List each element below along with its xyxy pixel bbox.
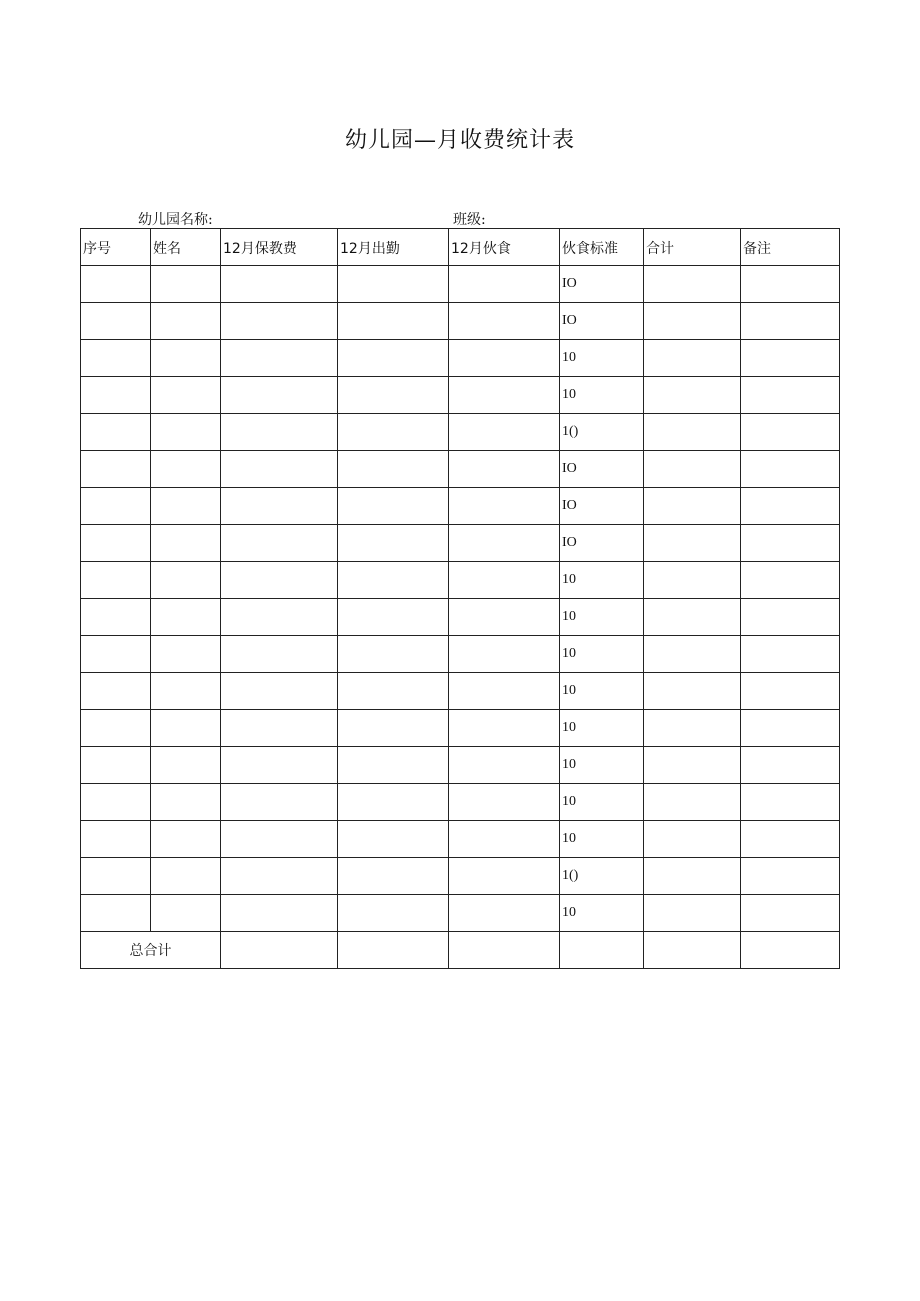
cell-name: [151, 488, 221, 525]
cell-index: [81, 562, 151, 599]
cell-meal-standard: 10: [560, 784, 644, 821]
cell-attendance: [338, 266, 449, 303]
cell-total: [644, 562, 741, 599]
cell-index: [81, 599, 151, 636]
header-attendance: 12月出勤: [338, 229, 449, 266]
cell-index: [81, 636, 151, 673]
cell-meals: [449, 599, 560, 636]
table-row: [81, 821, 840, 858]
total-cell-total: [644, 932, 741, 969]
cell-index: [81, 784, 151, 821]
cell-meal-standard: IO: [560, 266, 644, 303]
cell-remarks: [741, 784, 840, 821]
table-row: [81, 636, 840, 673]
cell-index: [81, 858, 151, 895]
table-row: [81, 488, 840, 525]
cell-attendance: [338, 821, 449, 858]
cell-attendance: [338, 895, 449, 932]
table-row: [81, 377, 840, 414]
cell-remarks: [741, 303, 840, 340]
cell-total: [644, 451, 741, 488]
cell-tuition: [221, 858, 338, 895]
table-row: [81, 673, 840, 710]
document-title: 幼儿园—月收费统计表: [344, 128, 575, 153]
cell-attendance: [338, 636, 449, 673]
cell-index: [81, 710, 151, 747]
cell-tuition: [221, 562, 338, 599]
cell-attendance: [338, 747, 449, 784]
cell-attendance: [338, 525, 449, 562]
cell-tuition: [221, 377, 338, 414]
cell-name: [151, 710, 221, 747]
header-tuition: 12月保教费: [221, 229, 338, 266]
cell-attendance: [338, 599, 449, 636]
cell-total: [644, 784, 741, 821]
table-row: [81, 895, 840, 932]
table-row: [81, 562, 840, 599]
cell-remarks: [741, 821, 840, 858]
cell-remarks: [741, 599, 840, 636]
cell-meal-standard: 10: [560, 821, 644, 858]
header-meal-standard: 伙食标准: [560, 229, 644, 266]
cell-tuition: [221, 710, 338, 747]
cell-meals: [449, 747, 560, 784]
cell-attendance: [338, 488, 449, 525]
cell-name: [151, 525, 221, 562]
header-meals: 12月伙食: [449, 229, 560, 266]
cell-remarks: [741, 340, 840, 377]
table-row: [81, 303, 840, 340]
total-row: [81, 932, 840, 969]
table-header-row: [81, 229, 840, 266]
cell-attendance: [338, 377, 449, 414]
cell-name: [151, 414, 221, 451]
cell-meal-standard: 10: [560, 340, 644, 377]
cell-meal-standard: IO: [560, 451, 644, 488]
cell-name: [151, 858, 221, 895]
cell-meals: [449, 895, 560, 932]
cell-meals: [449, 488, 560, 525]
cell-meals: [449, 562, 560, 599]
cell-meal-standard: 10: [560, 636, 644, 673]
cell-total: [644, 266, 741, 303]
cell-total: [644, 895, 741, 932]
cell-tuition: [221, 451, 338, 488]
cell-meal-standard: 10: [560, 895, 644, 932]
cell-total: [644, 673, 741, 710]
cell-tuition: [221, 488, 338, 525]
kindergarten-name-label: 幼儿园名称:: [138, 212, 213, 228]
class-label: 班级:: [453, 212, 486, 228]
table-row: [81, 266, 840, 303]
cell-meal-standard: 10: [560, 562, 644, 599]
cell-tuition: [221, 266, 338, 303]
cell-index: [81, 451, 151, 488]
cell-tuition: [221, 414, 338, 451]
cell-meals: [449, 377, 560, 414]
cell-remarks: [741, 895, 840, 932]
cell-tuition: [221, 599, 338, 636]
cell-name: [151, 562, 221, 599]
cell-meals: [449, 636, 560, 673]
cell-meal-standard: IO: [560, 303, 644, 340]
cell-meal-standard: 10: [560, 747, 644, 784]
cell-index: [81, 673, 151, 710]
cell-attendance: [338, 673, 449, 710]
cell-total: [644, 710, 741, 747]
cell-total: [644, 821, 741, 858]
cell-meals: [449, 303, 560, 340]
total-cell-tuition: [221, 932, 338, 969]
cell-remarks: [741, 377, 840, 414]
header-total: 合计: [644, 229, 741, 266]
cell-meal-standard: 1(): [560, 414, 644, 451]
cell-total: [644, 858, 741, 895]
cell-remarks: [741, 488, 840, 525]
total-cell-meal-standard: [560, 932, 644, 969]
cell-total: [644, 377, 741, 414]
cell-total: [644, 525, 741, 562]
cell-total: [644, 303, 741, 340]
cell-meals: [449, 710, 560, 747]
cell-index: [81, 377, 151, 414]
cell-meals: [449, 525, 560, 562]
cell-total: [644, 414, 741, 451]
cell-remarks: [741, 636, 840, 673]
cell-remarks: [741, 451, 840, 488]
cell-tuition: [221, 895, 338, 932]
cell-meals: [449, 266, 560, 303]
cell-remarks: [741, 673, 840, 710]
header-name: 姓名: [151, 229, 221, 266]
cell-tuition: [221, 784, 338, 821]
cell-remarks: [741, 747, 840, 784]
table-row: [81, 340, 840, 377]
cell-name: [151, 821, 221, 858]
cell-name: [151, 340, 221, 377]
cell-attendance: [338, 303, 449, 340]
cell-tuition: [221, 673, 338, 710]
cell-remarks: [741, 414, 840, 451]
table-row: [81, 710, 840, 747]
cell-attendance: [338, 562, 449, 599]
total-cell-meals: [449, 932, 560, 969]
cell-attendance: [338, 451, 449, 488]
cell-meal-standard: IO: [560, 488, 644, 525]
cell-name: [151, 673, 221, 710]
table-row: [81, 858, 840, 895]
cell-tuition: [221, 340, 338, 377]
cell-index: [81, 821, 151, 858]
cell-tuition: [221, 303, 338, 340]
cell-name: [151, 895, 221, 932]
total-cell-remarks: [741, 932, 840, 969]
cell-total: [644, 636, 741, 673]
cell-name: [151, 377, 221, 414]
cell-tuition: [221, 821, 338, 858]
cell-remarks: [741, 562, 840, 599]
cell-attendance: [338, 340, 449, 377]
cell-name: [151, 266, 221, 303]
cell-meals: [449, 673, 560, 710]
cell-name: [151, 636, 221, 673]
cell-name: [151, 747, 221, 784]
cell-remarks: [741, 710, 840, 747]
table-row: [81, 451, 840, 488]
cell-index: [81, 747, 151, 784]
cell-meals: [449, 821, 560, 858]
cell-index: [81, 488, 151, 525]
cell-total: [644, 488, 741, 525]
cell-attendance: [338, 710, 449, 747]
cell-index: [81, 414, 151, 451]
cell-index: [81, 266, 151, 303]
cell-index: [81, 525, 151, 562]
cell-name: [151, 303, 221, 340]
cell-meal-standard: 10: [560, 599, 644, 636]
header-remarks: 备注: [741, 229, 840, 266]
cell-name: [151, 599, 221, 636]
table-row: [81, 525, 840, 562]
cell-total: [644, 599, 741, 636]
cell-meal-standard: 10: [560, 710, 644, 747]
cell-meal-standard: 10: [560, 377, 644, 414]
total-row-label: 总合计: [81, 932, 221, 969]
total-cell-attendance: [338, 932, 449, 969]
cell-meals: [449, 858, 560, 895]
cell-index: [81, 340, 151, 377]
cell-attendance: [338, 414, 449, 451]
cell-tuition: [221, 747, 338, 784]
cell-meals: [449, 784, 560, 821]
cell-index: [81, 303, 151, 340]
cell-index: [81, 895, 151, 932]
table-row: [81, 784, 840, 821]
fee-statistics-table: [80, 228, 840, 969]
cell-meal-standard: 1(): [560, 858, 644, 895]
cell-name: [151, 784, 221, 821]
cell-meal-standard: IO: [560, 525, 644, 562]
cell-meals: [449, 451, 560, 488]
cell-remarks: [741, 266, 840, 303]
header-index: 序号: [81, 229, 151, 266]
table-row: [81, 414, 840, 451]
cell-attendance: [338, 858, 449, 895]
cell-name: [151, 451, 221, 488]
cell-total: [644, 340, 741, 377]
cell-attendance: [338, 784, 449, 821]
cell-total: [644, 747, 741, 784]
cell-meal-standard: 10: [560, 673, 644, 710]
cell-meals: [449, 340, 560, 377]
cell-tuition: [221, 525, 338, 562]
cell-tuition: [221, 636, 338, 673]
table-row: [81, 599, 840, 636]
table-row: [81, 747, 840, 784]
cell-remarks: [741, 858, 840, 895]
cell-remarks: [741, 525, 840, 562]
cell-meals: [449, 414, 560, 451]
